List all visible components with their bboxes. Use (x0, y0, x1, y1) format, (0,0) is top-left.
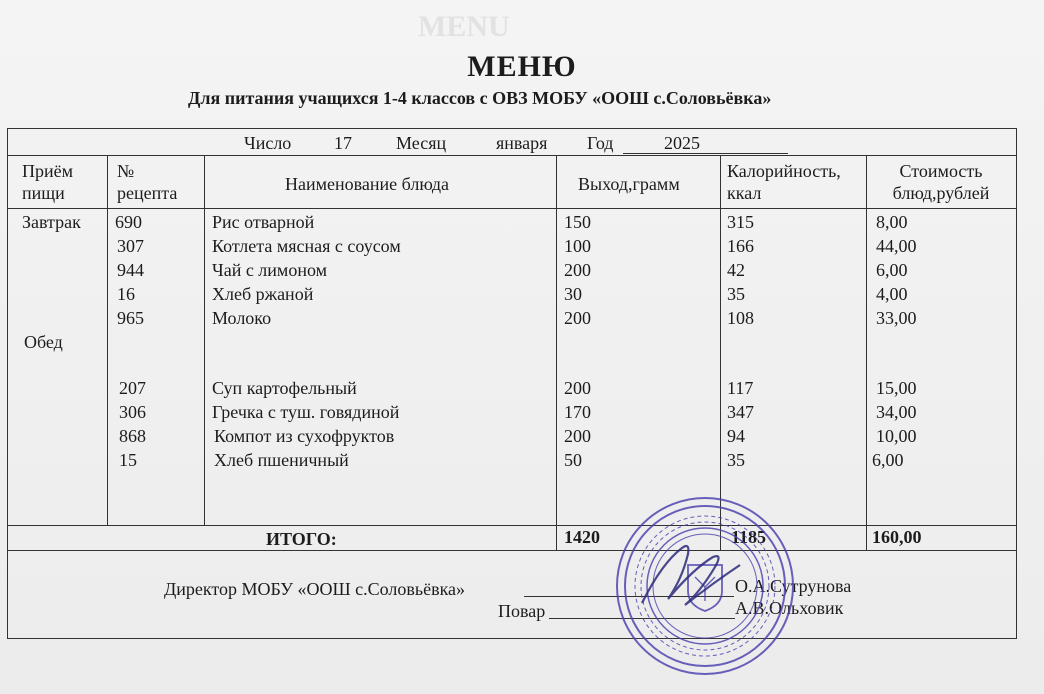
row-calories: 347 (727, 402, 754, 422)
row-calories: 94 (727, 426, 745, 446)
row-dish: Рис отварной (212, 212, 315, 232)
row-cost: 44,00 (876, 236, 917, 256)
row-dish: Хлеб пшеничный (214, 450, 349, 470)
meal-breakfast: Завтрак (22, 212, 81, 232)
total-label: ИТОГО: (266, 529, 337, 549)
row-calories: 117 (727, 378, 754, 398)
row-cost: 8,00 (876, 212, 908, 232)
director-name: О.А.Сутрунова (735, 576, 852, 596)
row-output: 200 (564, 378, 591, 398)
row-output: 50 (564, 450, 582, 470)
row-recipe: 16 (117, 284, 135, 304)
col-rule-4 (720, 155, 721, 550)
director-label: Директор МОБУ «ООШ с.Соловьёвка» (164, 579, 466, 599)
meal-lunch: Обед (24, 332, 63, 352)
header-meal: Приём пищи (22, 161, 74, 203)
row-recipe: 944 (117, 260, 144, 280)
col-rule-2 (204, 155, 205, 525)
page-subtitle: Для питания учащихся 1-4 классов с ОВЗ МОБУ «ООШ с.Соловьёвка» (188, 88, 772, 108)
col-rule-5 (866, 155, 867, 550)
row-recipe: 306 (119, 402, 146, 422)
row-dish: Компот из сухофруктов (214, 426, 395, 446)
row-output: 200 (564, 426, 591, 446)
row-calories: 108 (727, 308, 754, 328)
row-output: 200 (564, 308, 591, 328)
row-cost: 4,00 (876, 284, 908, 304)
cook-label: Повар (498, 601, 546, 621)
row-calories: 35 (727, 450, 745, 470)
row-dish: Молоко (212, 308, 272, 328)
show-through-ghost: MENU (418, 10, 510, 43)
row-output: 150 (564, 212, 591, 232)
official-stamp (612, 493, 798, 679)
header-calories: Калорийность, ккал (727, 161, 841, 203)
row-dish: Гречка с туш. говядиной (212, 402, 400, 422)
row-dish: Котлета мясная с соусом (212, 236, 401, 256)
row-dish: Чай с лимоном (212, 260, 327, 280)
row-dish: Хлеб ржаной (212, 284, 314, 304)
header-recipe: № рецепта (117, 161, 178, 203)
header-output: Выход,грамм (578, 174, 680, 194)
page-title: МЕНЮ (467, 50, 577, 83)
row-cost: 10,00 (876, 426, 917, 446)
col-rule-1 (107, 155, 108, 525)
year-value: 2025 (664, 133, 700, 153)
total-calories: 1185 (731, 527, 767, 547)
year-underline (623, 153, 788, 154)
cook-name: А.В.Ольховик (735, 598, 844, 618)
row-dish: Суп картофельный (212, 378, 357, 398)
month-value: января (496, 133, 548, 153)
row-calories: 42 (727, 260, 745, 280)
row-recipe: 868 (119, 426, 146, 446)
row-output: 30 (564, 284, 582, 304)
total-cost: 160,00 (872, 527, 922, 547)
header-dish: Наименование блюда (285, 174, 450, 194)
row-output: 200 (564, 260, 591, 280)
row-cost: 15,00 (876, 378, 917, 398)
row-recipe: 965 (117, 308, 144, 328)
row-cost: 6,00 (876, 260, 908, 280)
row-cost: 34,00 (876, 402, 917, 422)
col-rule-3 (556, 155, 557, 550)
month-label: Месяц (396, 133, 447, 153)
row-calories: 315 (727, 212, 754, 232)
year-label: Год (587, 133, 614, 153)
row-recipe: 207 (119, 378, 146, 398)
row-recipe: 690 (115, 212, 142, 232)
row-cost: 6,00 (872, 450, 904, 470)
row-output: 100 (564, 236, 591, 256)
row-recipe: 15 (119, 450, 137, 470)
row-calories: 166 (727, 236, 754, 256)
rule-total (7, 550, 1017, 551)
row-recipe: 307 (117, 236, 144, 256)
row-calories: 35 (727, 284, 745, 304)
header-cost: Стоимость блюд,рублей (892, 161, 990, 203)
row-cost: 33,00 (876, 308, 917, 328)
row-output: 170 (564, 402, 591, 422)
total-output: 1420 (564, 527, 600, 547)
day-value: 17 (334, 133, 352, 153)
day-label: Число (244, 133, 292, 153)
